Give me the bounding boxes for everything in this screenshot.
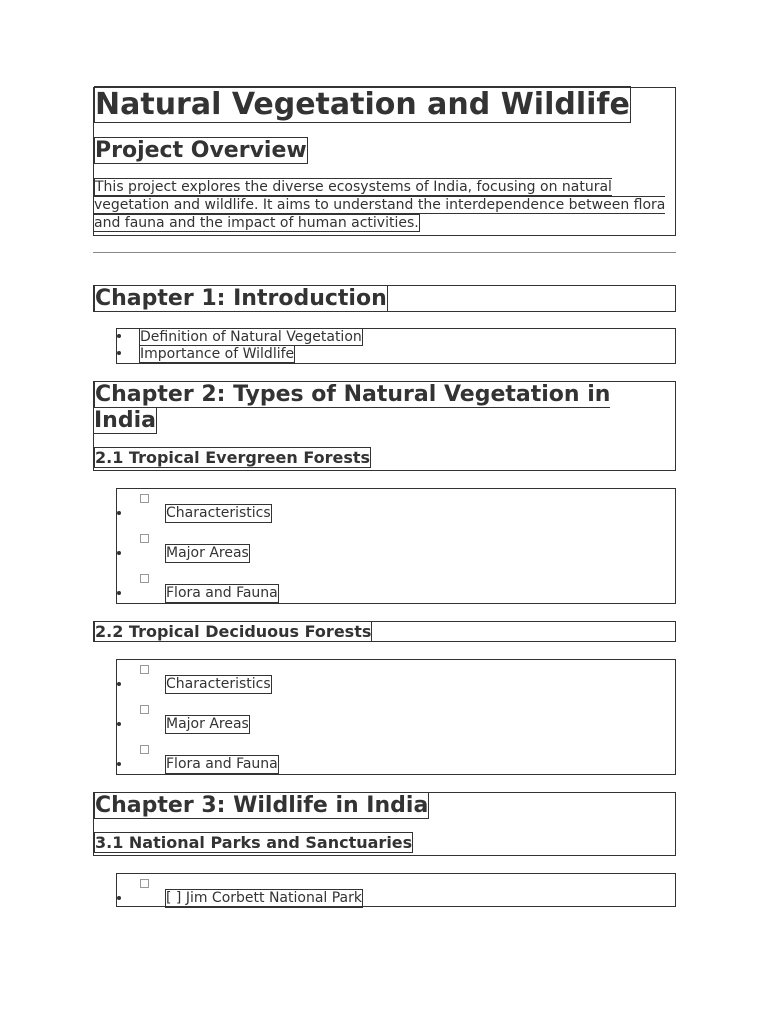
checkbox-icon[interactable] bbox=[140, 879, 149, 888]
list-item: Definition of Natural Vegetation bbox=[117, 329, 675, 346]
overview-heading: Project Overview bbox=[95, 138, 307, 163]
bullet-icon bbox=[117, 334, 121, 338]
checkbox-icon[interactable] bbox=[140, 494, 149, 503]
bullet-icon bbox=[117, 722, 121, 726]
checkbox-icon[interactable] bbox=[140, 665, 149, 674]
checklist-item: Major Areas bbox=[117, 529, 675, 569]
chapter1-list-box bbox=[116, 328, 676, 364]
chapter1-heading-box bbox=[93, 285, 676, 312]
document-page bbox=[93, 87, 676, 907]
checkbox-icon[interactable] bbox=[140, 705, 149, 714]
bullet-icon bbox=[117, 511, 121, 515]
section-3-1-list-box bbox=[116, 873, 676, 907]
checkbox-icon[interactable] bbox=[140, 745, 149, 754]
section-2-1-heading: 2.1 Tropical Evergreen Forests bbox=[95, 448, 371, 467]
section-2-2-list-box bbox=[116, 659, 676, 775]
section-3-1-list bbox=[117, 874, 675, 906]
section-2-1-list bbox=[117, 489, 675, 609]
chapter1-heading: Chapter 1: Introduction bbox=[95, 286, 387, 311]
chapter3-heading-box bbox=[93, 792, 676, 856]
checklist-item: Characteristics bbox=[117, 660, 675, 700]
checklist-item: Characteristics bbox=[117, 489, 675, 529]
overview-text: This project explores the diverse ecosystems of India, focusing on natural vegetation and wildlife. It aims to understand the interdependence between flora and fauna and the impact of human activities. bbox=[94, 179, 666, 231]
checkbox-icon[interactable] bbox=[140, 534, 149, 543]
chapter2-heading-box bbox=[93, 381, 676, 471]
checklist-item: [ ] Jim Corbett National Park bbox=[117, 874, 675, 906]
checklist-item: Flora and Fauna bbox=[117, 740, 675, 780]
chapter3-heading: Chapter 3: Wildlife in India bbox=[95, 793, 429, 818]
chapter2-heading: Chapter 2: Types of Natural Vegetation in India bbox=[94, 382, 611, 433]
section-3-1-heading: 3.1 National Parks and Sanctuaries bbox=[95, 833, 413, 852]
bullet-icon bbox=[117, 682, 121, 686]
bullet-icon bbox=[117, 351, 121, 355]
section-2-1-list-box bbox=[116, 488, 676, 604]
overview-section bbox=[93, 87, 676, 236]
section-divider bbox=[93, 252, 676, 253]
bullet-icon bbox=[117, 762, 121, 766]
checklist-item: Flora and Fauna bbox=[117, 569, 675, 609]
document-title: Natural Vegetation and Wildlife bbox=[95, 87, 630, 122]
chapter1-list bbox=[117, 329, 675, 363]
bullet-icon bbox=[117, 591, 121, 595]
bullet-icon bbox=[117, 896, 121, 900]
checkbox-icon[interactable] bbox=[140, 574, 149, 583]
section-2-2-heading-box bbox=[93, 621, 676, 642]
bullet-icon bbox=[117, 551, 121, 555]
list-item: Importance of Wildlife bbox=[117, 346, 675, 363]
section-2-2-heading: 2.2 Tropical Deciduous Forests bbox=[95, 622, 372, 641]
checklist-item: Major Areas bbox=[117, 700, 675, 740]
section-2-2-list bbox=[117, 660, 675, 780]
